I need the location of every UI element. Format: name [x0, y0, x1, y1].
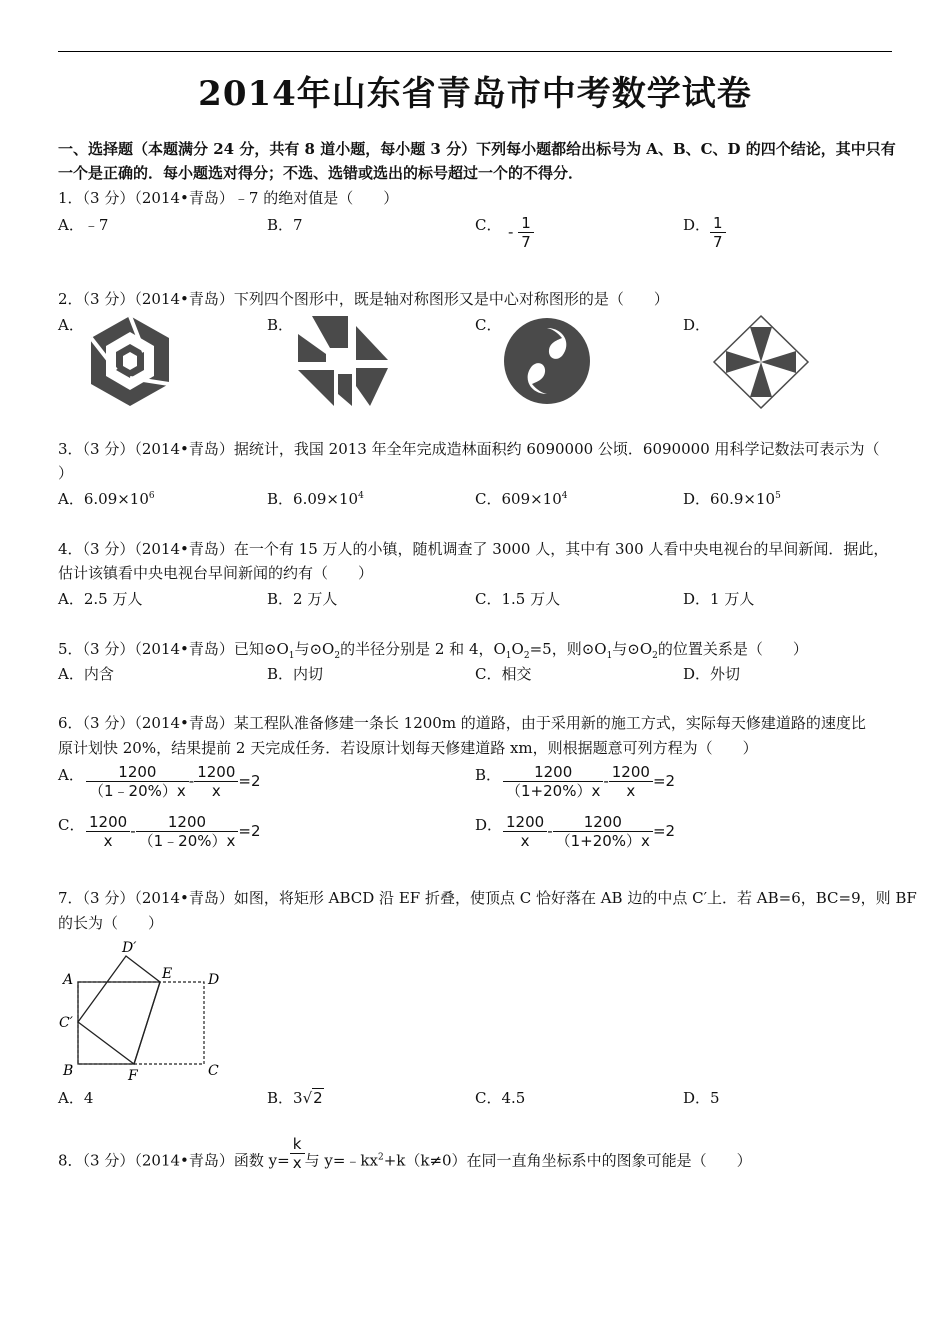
q2-option-b: B． [267, 316, 294, 334]
q3-b-exp: 4 [358, 491, 364, 501]
q6-d-tail: =2 [652, 822, 676, 840]
q6-option-d [503, 813, 675, 850]
q7-label-d: D [208, 972, 220, 988]
q7-option-c: C．4.5 [475, 1089, 526, 1107]
q1-option-a: A．﹣7 [58, 216, 109, 234]
q4-stem-line1: 4．（3 分）（2014•青岛）在一个有 15 万人的小镇，随机调查了 3000 人，其中有 300 人看中央电视台的早间新闻．据此， [58, 540, 889, 558]
q5-p3: 的半径分别是 2 和 4，O [340, 640, 506, 658]
q5-option-b: B．内切 [267, 665, 324, 683]
q6-b-minus: - [603, 772, 609, 790]
q7-label-b: B [63, 1063, 74, 1079]
q1-d-num: 1 [710, 214, 726, 233]
q8-x: x [292, 1154, 302, 1172]
q6-b-frac1 [503, 763, 603, 800]
q5-p7: 的位置关系是（ ） [657, 640, 808, 658]
q1-option-c-label: C． [475, 216, 502, 234]
q3-stem-line1: 3．（3 分）（2014•青岛）据统计，我国 2013 年全年完成造林面积约 6090000 公顷．6090000 用科学记数法可表示为（ [58, 440, 880, 458]
q3-a-base: A．6.09×10 [58, 490, 149, 508]
q4-option-b: B．2 万人 [267, 590, 338, 608]
q7-b-radicand: 2 [313, 1089, 323, 1107]
q3-d-exp: 5 [775, 491, 781, 501]
q5-p2: 与⊙O [294, 640, 335, 658]
q3-option-d [683, 490, 781, 508]
q6-a-n2: 1200 [194, 763, 238, 782]
q2-option-d: D． [683, 316, 711, 334]
q6-b-n1: 1200 [503, 763, 603, 782]
q6-c-tail: =2 [238, 822, 261, 840]
q5-option-c: C．相交 [475, 665, 532, 683]
q7-b-coef: B．3 [267, 1089, 303, 1107]
q3-option-c [475, 490, 568, 508]
q6-d-n1: 1200 [503, 813, 547, 832]
q4-stem-line2: 估计该镇看中央电视台早间新闻的约有（ ） [58, 564, 374, 582]
q3-c-exp: 4 [561, 491, 568, 501]
q1-option-d-label: D． [683, 216, 711, 234]
q1-d-den: 7 [713, 233, 723, 251]
q2-figure-a-hexagon-icon [88, 314, 172, 408]
q2-figure-d-diamond-icon [712, 314, 810, 410]
q6-c-d2: （1﹣20%）x [138, 832, 236, 850]
q2-figure-b-pinwheel-icon [296, 314, 390, 408]
q1-d-fraction [710, 214, 726, 251]
q6-c-minus: - [130, 822, 136, 840]
q7-geometry-figure [56, 938, 228, 1084]
q7-label-a: A [63, 972, 74, 988]
q6-b-frac2 [609, 763, 653, 800]
q5-s3: 1 [505, 651, 512, 661]
q6-d-frac1 [503, 813, 547, 850]
q6-c-frac2 [136, 813, 239, 850]
q1-option-c [508, 214, 534, 251]
page-title: 2014年山东省青岛市中考数学试卷 [198, 74, 752, 114]
header-rule [58, 51, 892, 52]
q1-option-b: B．7 [267, 216, 303, 234]
q6-d-n2: 1200 [553, 813, 653, 832]
q7-b-radical-icon: √ [302, 1089, 313, 1107]
q7-label-cprime: C′ [59, 1015, 73, 1031]
q6-option-c-label: C． [58, 816, 85, 834]
q6-c-n2: 1200 [136, 813, 239, 832]
q7-label-f: F [128, 1068, 138, 1084]
q4-option-c: C．1.5 万人 [475, 590, 561, 608]
q4-option-d: D．1 万人 [683, 590, 755, 608]
q3-stem-line2: ） [58, 464, 74, 482]
q8-p2: 与 y=﹣kx [304, 1151, 378, 1170]
q3-d-base: D．60.9×10 [683, 490, 776, 508]
q5-s5: 1 [606, 651, 613, 661]
q6-b-d2: x [626, 782, 636, 800]
q7-label-dprime: D′ [122, 940, 137, 956]
q8-stem [58, 1135, 752, 1172]
q7-label-e: E [162, 966, 173, 982]
q5-s4: 2 [523, 651, 530, 661]
q1-c-sign: - [508, 223, 514, 241]
q5-s1: 1 [288, 651, 295, 661]
q2-option-c: C． [475, 316, 502, 334]
q2-option-a: A． [58, 316, 84, 334]
q8-exp: 2 [377, 1152, 384, 1163]
q6-option-d-label: D． [475, 816, 503, 834]
q6-d-d2: （1+20%）x [555, 832, 650, 850]
q5-s6: 2 [652, 651, 658, 661]
q6-c-d1: x [103, 832, 113, 850]
q1-stem: 1．（3 分）（2014•青岛）﹣7 的绝对值是（ ） [58, 189, 399, 207]
q6-a-d1: （1﹣20%）x [89, 782, 186, 800]
q6-a-frac2 [194, 763, 238, 800]
q5-s2: 2 [334, 651, 341, 661]
q7-option-a: A．4 [58, 1089, 94, 1107]
q7-option-b [267, 1089, 324, 1107]
q7-stem-line1: 7．（3 分）（2014•青岛）如图，将矩形 ABCD 沿 EF 折叠，使顶点 C 恰好落在 AB 边的中点 C′上．若 AB=6，BC=9，则 BF [58, 889, 917, 907]
q5-stem [58, 640, 808, 661]
q1-c-den: 7 [521, 233, 531, 251]
q7-option-d: D．5 [683, 1089, 720, 1107]
q6-a-frac1 [86, 763, 189, 800]
q5-p4: O [511, 640, 524, 658]
q6-stem-line2: 原计划快 20%，结果提前 2 天完成任务．若设原计划每天修建道路 xm，则根据题意可列方程为（ ） [58, 739, 758, 757]
q8-p3: +k（k≠0）在同一直角坐标系中的图象可能是（ ） [383, 1151, 752, 1170]
q5-p1: 5．（3 分）（2014•青岛）已知⊙O [58, 640, 289, 658]
q6-a-n1: 1200 [86, 763, 189, 782]
q3-option-a [58, 490, 155, 508]
q6-stem-line1: 6．（3 分）（2014•青岛）某工程队准备修建一条长 1200m 的道路，由于采用新的施工方式，实际每天修建道路的速度比 [58, 714, 866, 732]
q7-stem-line2: 的长为（ ） [58, 914, 164, 932]
q6-d-frac2 [553, 813, 653, 850]
q1-c-fraction [518, 214, 534, 251]
q6-option-a [86, 763, 261, 800]
q6-a-tail: =2 [238, 772, 261, 790]
section-instructions-line1: 一、选择题（本题满分 24 分，共有 8 道小题，每小题 3 分）下列每小题都给出标号为 A、B、C、D 的四个结论，其中只有 [58, 140, 896, 158]
q3-b-base: B．6.09×10 [267, 490, 359, 508]
q6-b-tail: =2 [652, 772, 676, 790]
q6-d-d1: x [520, 832, 530, 850]
q5-p6: 与⊙O [612, 640, 653, 658]
q2-stem: 2．（3 分）（2014•青岛）下列四个图形中，既是轴对称图形又是中心对称图形的是（ ） [58, 290, 669, 308]
q6-a-minus: - [188, 772, 195, 790]
q4-option-a: A．2.5 万人 [58, 590, 143, 608]
section-instructions-line2: 一个是正确的．每小题选对得分；不选、选错或选出的标号超过一个的不得分． [58, 164, 584, 182]
q3-a-exp: 6 [148, 491, 155, 501]
q5-option-d: D．外切 [683, 665, 741, 683]
q6-b-n2: 1200 [609, 763, 653, 782]
q8-k: k [290, 1135, 305, 1154]
q2-figure-c-yinyang-icon [502, 316, 592, 406]
q1-c-num: 1 [518, 214, 534, 233]
q6-option-a-label: A． [58, 766, 84, 784]
q7-label-c: C [208, 1063, 219, 1079]
q8-fraction [290, 1135, 305, 1172]
q3-option-b [267, 490, 364, 508]
q8-p1: 8．（3 分）（2014•青岛）函数 y= [58, 1151, 290, 1170]
q5-p5: =5，则⊙O [529, 640, 607, 658]
q6-c-frac1 [86, 813, 130, 850]
q1-option-d [710, 214, 726, 251]
q3-c-base: C．609×10 [475, 490, 562, 508]
q6-a-d2: x [211, 782, 221, 800]
q6-option-b-label: B． [475, 766, 502, 784]
q6-option-b [503, 763, 675, 800]
q5-option-a: A．内含 [58, 665, 114, 683]
q6-c-n1: 1200 [86, 813, 130, 832]
q6-b-d1: （1+20%）x [506, 782, 601, 800]
q6-option-c [86, 813, 261, 850]
q6-d-minus: - [547, 822, 553, 840]
